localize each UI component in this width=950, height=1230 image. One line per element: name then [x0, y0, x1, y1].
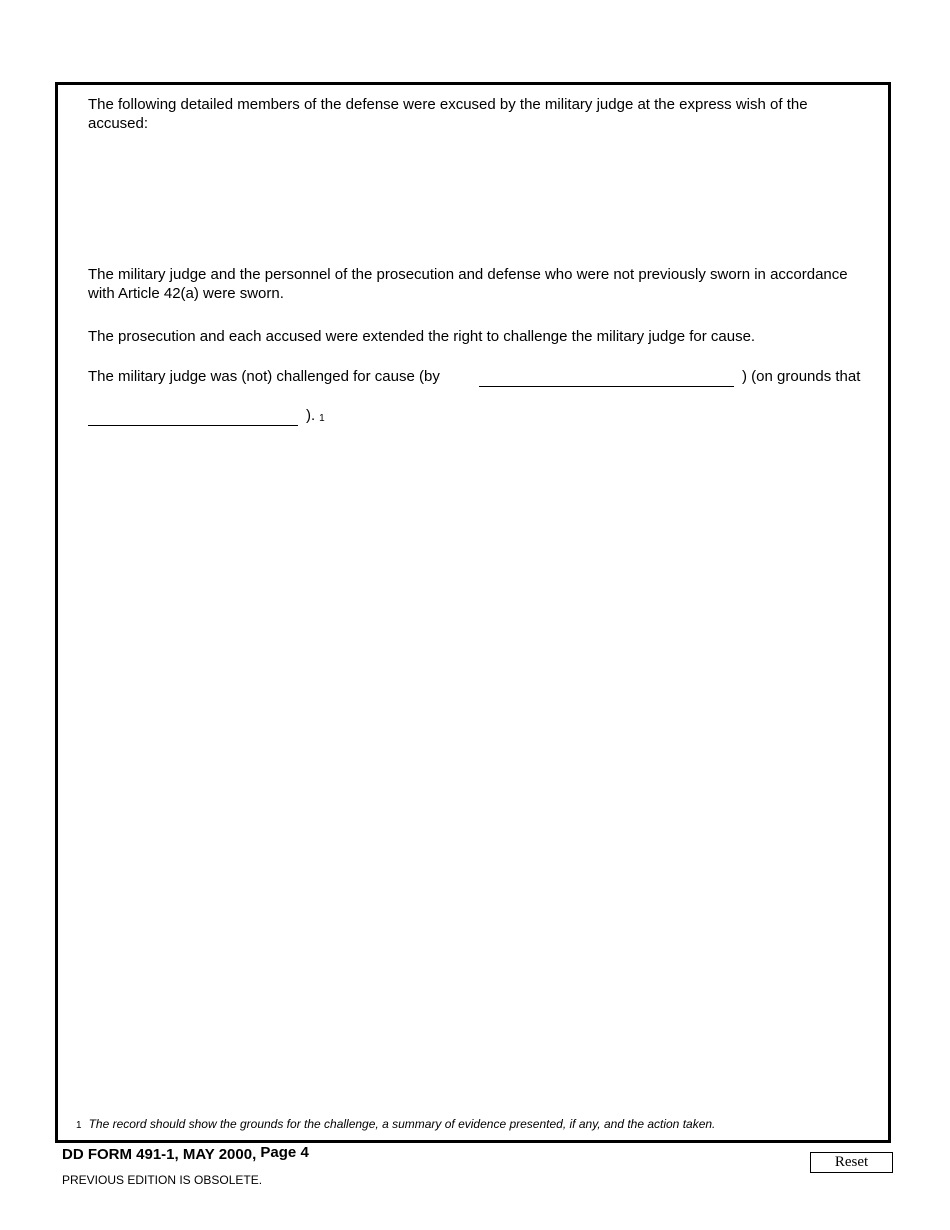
excused-members-paragraph: The following detailed members of the defense were excused by the military judge at the express wish of the accused:: [88, 96, 808, 132]
form-id-text: DD FORM 491-1, MAY 2000,: [62, 1146, 257, 1163]
challenged-by-field[interactable]: [479, 368, 734, 387]
footnote-reference: 1: [319, 413, 325, 424]
footnote: [76, 1117, 715, 1131]
grounds-field[interactable]: [88, 407, 298, 426]
form-border: [55, 82, 891, 1143]
grounds-close-text: ).: [306, 407, 316, 424]
grounds-close-group: [306, 406, 325, 427]
obsolete-notice: PREVIOUS EDITION IS OBSOLETE.: [62, 1173, 263, 1187]
challenge-right-paragraph: The prosecution and each accused were extended the right to challenge the military judge for cause.: [88, 328, 756, 345]
grounds-prefix-text: ) (on grounds that: [742, 368, 861, 385]
reset-button[interactable]: Reset: [810, 1152, 893, 1173]
sworn-paragraph: The military judge and the personnel of the prosecution and defense who were not previously sworn in accordance with Article 42(a) were sworn.: [88, 266, 848, 302]
page-number: Page 4: [260, 1144, 309, 1161]
form-identifier: [62, 1146, 309, 1163]
footnote-mark: 1: [76, 1120, 82, 1131]
challenge-prefix-text: The military judge was (not) challenged for cause (by: [88, 368, 440, 385]
footnote-text: The record should show the grounds for the challenge, a summary of evidence presented, if any, and the action taken.: [88, 1117, 716, 1131]
